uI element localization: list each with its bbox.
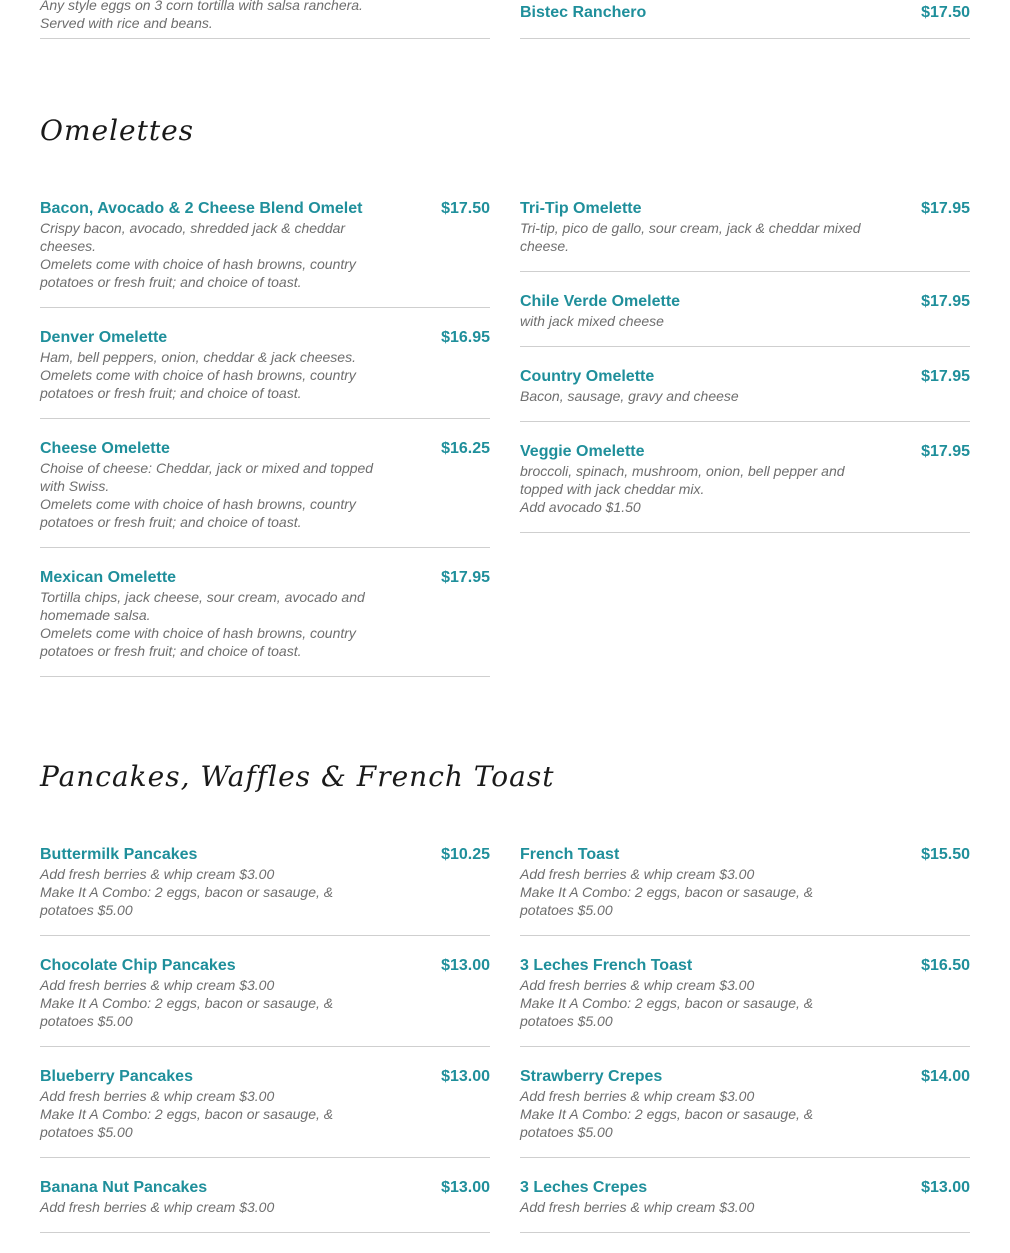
menu-item-description-line: Make It A Combo: 2 eggs, bacon or sasauge, & potatoes $5.00 xyxy=(40,884,334,918)
menu-item-description-line: Make It A Combo: 2 eggs, bacon or sasauge, & potatoes $5.00 xyxy=(520,995,814,1029)
menu-item-description xyxy=(520,865,870,919)
menu-item-name: Mexican Omelette xyxy=(40,569,177,586)
menu-item-name: Buttermilk Pancakes xyxy=(40,846,198,863)
menu-item-description xyxy=(40,459,390,531)
menu-item-name: Chile Verde Omelette xyxy=(520,293,681,310)
menu-item xyxy=(40,199,490,308)
menu-item-description-line: with jack mixed cheese xyxy=(520,313,664,329)
menu-item-header xyxy=(520,292,970,312)
menu-item-price: $17.95 xyxy=(921,368,970,385)
menu-item-description-line: Add fresh berries & whip cream $3.00 xyxy=(520,1199,755,1215)
menu-item-header xyxy=(40,199,490,219)
menu-item-name: 3 Leches Crepes xyxy=(520,1179,648,1196)
menu-item xyxy=(40,568,490,677)
menu-item-description-line: Make It A Combo: 2 eggs, bacon or sasauge, & potatoes $5.00 xyxy=(520,1106,814,1140)
menu-item-description-line: Omelets come with choice of hash browns, country potatoes or fresh fruit; and choice of toast. xyxy=(40,496,356,530)
menu-item-description-line: Omelets come with choice of hash browns, country potatoes or fresh fruit; and choice of toast. xyxy=(40,256,356,290)
menu-item-description-line: Add fresh berries & whip cream $3.00 xyxy=(40,866,275,882)
menu-item-description xyxy=(40,1087,390,1141)
menu-item xyxy=(520,442,970,533)
menu-item-name: Veggie Omelette xyxy=(520,443,645,460)
menu-item-price: $10.25 xyxy=(441,846,490,863)
menu-item-description xyxy=(40,865,390,919)
menu-item xyxy=(40,956,490,1047)
menu-item-header xyxy=(520,442,970,462)
menu-item-description-line: Choise of cheese: Cheddar, jack or mixed and topped with Swiss. xyxy=(40,460,374,494)
menu-item-description-line: Tri-tip, pico de gallo, sour cream, jack & cheddar mixed cheese. xyxy=(520,220,861,254)
menu-item-name: French Toast xyxy=(520,846,620,863)
menu-item xyxy=(40,439,490,548)
menu-item-description xyxy=(520,387,870,405)
menu-item-description xyxy=(520,312,870,330)
menu-item-name: Tri-Tip Omelette xyxy=(520,200,642,217)
menu-item xyxy=(520,1067,970,1158)
omelettes-left-column xyxy=(40,199,490,697)
menu-item-header xyxy=(40,568,490,588)
menu-item-description xyxy=(40,976,390,1030)
menu-item-description xyxy=(520,976,870,1030)
menu-item-name: Country Omelette xyxy=(520,368,655,385)
menu-item-description-line: Add fresh berries & whip cream $3.00 xyxy=(520,977,755,993)
menu-item-name: Bacon, Avocado & 2 Cheese Blend Omelet xyxy=(40,200,363,217)
menu-item-description-line: Ham, bell peppers, onion, cheddar & jack cheeses. xyxy=(40,349,356,365)
menu-item-price: $13.00 xyxy=(441,1179,490,1196)
menu-item-description-line: broccoli, spinach, mushroom, onion, bell pepper and topped with jack cheddar mix. xyxy=(520,463,845,497)
menu-item-description-line: Bacon, sausage, gravy and cheese xyxy=(520,388,739,404)
menu-item-price: $13.00 xyxy=(921,1179,970,1196)
menu-item-description-line: Omelets come with choice of hash browns, country potatoes or fresh fruit; and choice of toast. xyxy=(40,367,356,401)
menu-item xyxy=(40,1178,490,1233)
menu-item-description-line: Make It A Combo: 2 eggs, bacon or sasauge, & potatoes $5.00 xyxy=(40,995,334,1029)
pancakes-left-column xyxy=(40,845,490,1253)
menu-item-description-line: Add fresh berries & whip cream $3.00 xyxy=(40,977,275,993)
menu-item xyxy=(520,845,970,936)
menu-item-description xyxy=(40,588,390,660)
menu-item-price: $17.95 xyxy=(441,569,490,586)
menu-item-name: Denver Omelette xyxy=(40,329,168,346)
menu-item-name: Strawberry Crepes xyxy=(520,1068,663,1085)
menu-item xyxy=(40,845,490,936)
menu-item-description xyxy=(520,1087,870,1141)
menu-item-description-line: Add fresh berries & whip cream $3.00 xyxy=(40,1199,275,1215)
menu-item-price: $13.00 xyxy=(441,1068,490,1085)
section-title-pancakes: Pancakes, Waffles & French Toast xyxy=(40,760,555,793)
menu-item-header xyxy=(520,199,970,219)
menu-item xyxy=(520,292,970,347)
menu-item-price: $16.95 xyxy=(441,329,490,346)
menu-item-header xyxy=(40,328,490,348)
menu-item-description xyxy=(40,0,390,32)
menu-item-description-line: Make It A Combo: 2 eggs, bacon or sasauge, & potatoes $5.00 xyxy=(40,1106,334,1140)
menu-item-description xyxy=(40,348,390,402)
menu-item-price: $17.50 xyxy=(921,4,970,21)
menu-item-price: $17.95 xyxy=(921,443,970,460)
menu-item-description-line: Served with rice and beans. xyxy=(40,15,213,31)
menu-item-description-line: Add fresh berries & whip cream $3.00 xyxy=(520,866,755,882)
menu-item-description xyxy=(40,219,390,291)
menu-item-description-line: Make It A Combo: 2 eggs, bacon or sasauge, & potatoes $5.00 xyxy=(520,884,814,918)
pancakes-right-column xyxy=(520,845,970,1253)
menu-item-description xyxy=(40,1198,390,1216)
menu-item xyxy=(520,956,970,1047)
menu-item-description-line: Add avocado $1.50 xyxy=(520,499,641,515)
menu-item-name: Blueberry Pancakes xyxy=(40,1068,193,1085)
menu-item xyxy=(40,328,490,419)
menu-item-header xyxy=(40,439,490,459)
menu-item-description-line: Any style eggs on 3 corn tortilla with salsa ranchera. xyxy=(40,0,363,13)
menu-item-header xyxy=(40,1067,490,1087)
menu-item-description xyxy=(520,462,870,516)
menu-item xyxy=(520,199,970,272)
divider xyxy=(40,38,490,39)
menu-item-name: Bistec Ranchero xyxy=(520,4,647,21)
menu-item-price: $17.95 xyxy=(921,293,970,310)
menu-item-price: $15.50 xyxy=(921,846,970,863)
menu-item-price: $13.00 xyxy=(441,957,490,974)
menu-item-description-line: Crispy bacon, avocado, shredded jack & cheddar cheeses. xyxy=(40,220,346,254)
menu-item-description xyxy=(520,1198,870,1216)
menu-item-price: $16.25 xyxy=(441,440,490,457)
menu-item-description-line: Add fresh berries & whip cream $3.00 xyxy=(520,1088,755,1104)
menu-item xyxy=(520,367,970,422)
menu-item-header xyxy=(520,845,970,865)
menu-item xyxy=(520,1178,970,1233)
menu-item-name: Cheese Omelette xyxy=(40,440,170,457)
menu-item-price: $17.95 xyxy=(921,200,970,217)
menu-item-header xyxy=(40,956,490,976)
omelettes-right-column xyxy=(520,199,970,553)
menu-item-description xyxy=(520,219,870,255)
menu-item-description-line: Omelets come with choice of hash browns, country potatoes or fresh fruit; and choice of toast. xyxy=(40,625,356,659)
menu-item-name: Chocolate Chip Pancakes xyxy=(40,957,236,974)
menu-item-header xyxy=(520,1067,970,1087)
menu-item-header xyxy=(520,956,970,976)
menu-item-price: $17.50 xyxy=(441,200,490,217)
divider xyxy=(520,38,970,39)
menu-item-description-line: Add fresh berries & whip cream $3.00 xyxy=(40,1088,275,1104)
menu-item-price: $14.00 xyxy=(921,1068,970,1085)
menu-item-price: $16.50 xyxy=(921,957,970,974)
menu-item-header xyxy=(520,1178,970,1198)
menu-item-header xyxy=(40,1178,490,1198)
menu-item-name: Banana Nut Pancakes xyxy=(40,1179,208,1196)
menu-item-header xyxy=(40,845,490,865)
menu-item-header xyxy=(520,367,970,387)
menu-item-description-line: Tortilla chips, jack cheese, sour cream, avocado and homemade salsa. xyxy=(40,589,365,623)
section-title-omelettes: Omelettes xyxy=(40,114,195,147)
menu-item-name: 3 Leches French Toast xyxy=(520,957,693,974)
menu-item xyxy=(40,1067,490,1158)
